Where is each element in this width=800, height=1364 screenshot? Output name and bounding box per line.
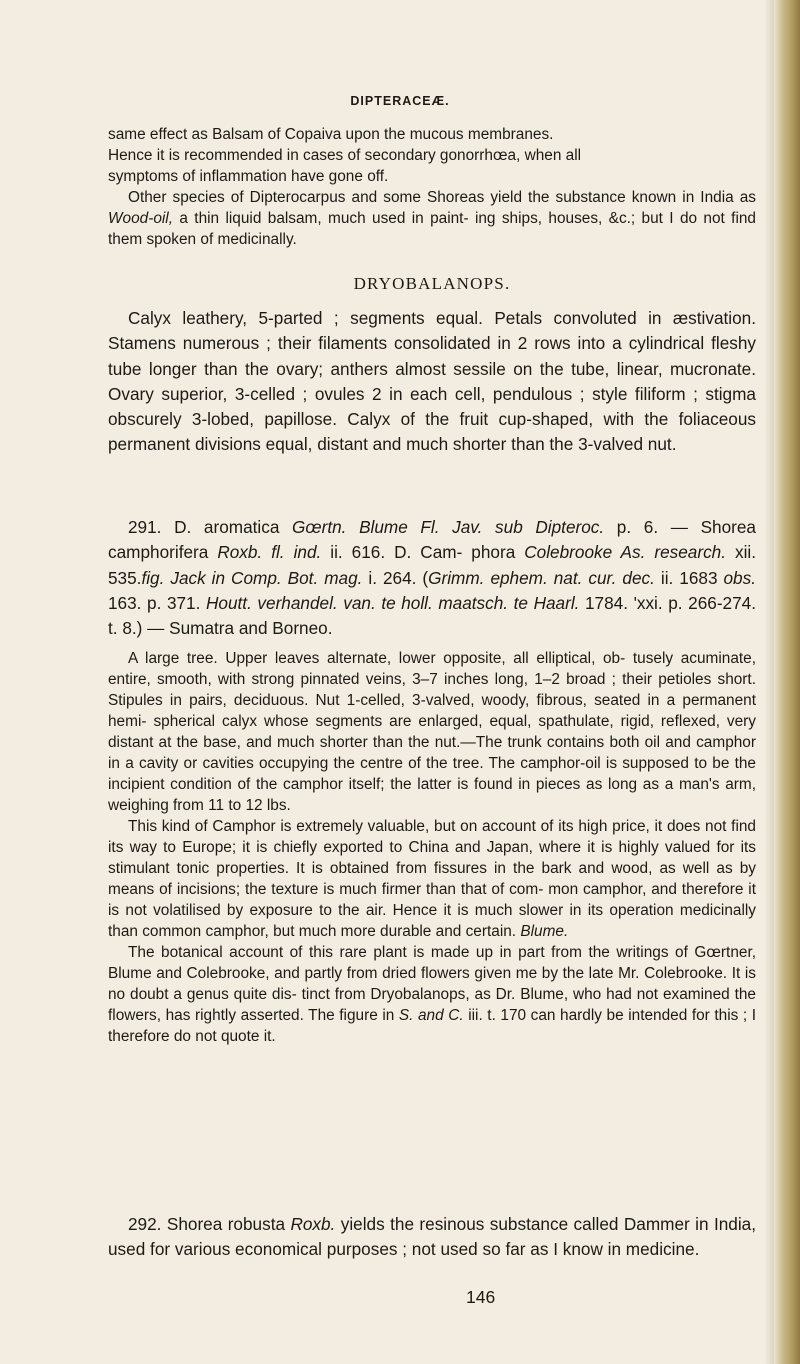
entry-292 xyxy=(108,1212,756,1263)
entry-291-text-2: ii. 616. D. Cam- phora xyxy=(321,542,525,563)
entry-291-block xyxy=(108,515,756,641)
wood-oil-term: Wood-oil, xyxy=(108,210,174,227)
entry-291-ref-5: Grimm. ephem. nat. cur. dec. xyxy=(428,567,655,588)
intro-paragraph-2 xyxy=(108,187,756,250)
botanical-paragraph xyxy=(108,942,756,1047)
entry-291-ref-4: fig. Jack in Comp. Bot. mag. xyxy=(141,567,363,588)
intro-paragraph xyxy=(108,124,756,250)
running-head: DIPTERACEÆ. xyxy=(350,94,450,108)
genus-description-block xyxy=(108,306,756,458)
intro-para2-text-c: a thin liquid balsam, much used in paint- ing ships, houses, &c.; but I do not find them spoken of medicinally. xyxy=(108,210,756,248)
intro-para2-text-a: Other species of Dipterocarpus and some Shoreas yield the substance known in India as xyxy=(128,189,756,206)
botanical-citation: S. and C. xyxy=(398,1007,464,1024)
camphor-citation: Blume. xyxy=(520,923,569,940)
page-edge xyxy=(774,0,800,1364)
entry-292-text: yields the resinous substance called Dammer in India, used for various economical purposes ; not used so far as I know in medicine. xyxy=(108,1214,756,1260)
entry-291 xyxy=(108,515,756,641)
entry-291-text-4: i. 264. ( xyxy=(362,567,429,588)
intro-line-3: symptoms of inflammation have gone off. xyxy=(108,168,389,185)
page-number: 146 xyxy=(466,1287,496,1307)
camphor-paragraph xyxy=(108,816,756,942)
entry-291-ref-7: Houtt. verhandel. van. te holl. maatsch. te Haarl. xyxy=(205,592,580,613)
entry-291-ref-1: Gœrtn. Blume Fl. Jav. sub Dipteroc. xyxy=(292,517,605,537)
entry-292-block xyxy=(108,1212,756,1263)
entry-291-text-5: ii. 1683 xyxy=(654,567,724,588)
entry-291-text-1: p. 6. — Shorea camphorifera xyxy=(108,517,756,563)
description-291: A large tree. Upper leaves alternate, lower opposite, all elliptical, ob- tusely acuminate, entire, smooth, with strong pinnated veins, 3–7 inches long, 1–2 broad ; their petioles short. Stipules in pairs, deciduous. Nut 1-celled, 3-valved, woody, fibrous, seated in a permanent hemi- spherical calyx whose segments are enlarged, equal, spathulate, rigid, reflexed, very distant at the base, and much shorter than the nut.—The trunk contains both oil and camphor in a cavity or cavities occupying the centre of the tree. The camphor-oil is supposed to be the incipient condition of the camphor itself; the latter is found in pieces as long as a man's arm, weighing from 11 to 12 lbs. xyxy=(108,650,756,814)
page-edge-shadow xyxy=(764,0,774,1364)
entry-291-text-7: 1784. 'xxi. p. 266-274. t. 8.) — Sumatra and Borneo. xyxy=(108,592,756,639)
botanical-text-c: iii. t. 170 can hardly be intended for this ; I therefore do not quote it. xyxy=(108,1007,756,1045)
genus-heading: DRYOBALANOPS. xyxy=(353,274,511,293)
entry-292-name: 292. Shorea robusta xyxy=(128,1214,291,1234)
genus-description: Calyx leathery, 5-parted ; segments equal. Petals convoluted in æstivation. Stamens numerous ; their filaments consolidated in 2 rows into a cylindrical fleshy tube longer than the ovary; anthers almost sessile on the tube, linear, mucronate. Ovary superior, 3-celled ; ovules 2 in each cell, pendulous ; style filiform ; stigma obscurely 3-lobed, papillose. Calyx of the fruit cup-shaped, with the foliaceous permanent divisions equal, distant and much shorter than the 3-valved nut. xyxy=(108,308,756,455)
entry-291-text-6: 163. p. 371. xyxy=(108,592,206,613)
entry-291-ref-6: obs. xyxy=(723,567,756,588)
intro-line-1: same effect as Balsam of Copaiva upon the mucous membranes. xyxy=(108,126,554,143)
camphor-text: This kind of Camphor is extremely valuable, but on account of its high price, it does not find its way to Europe; it is chiefly exported to China and Japan, where it is highly valued for its stimulant tonic properties. It is obtained from fissures in the bark and wood, as well as by means of incisions; the texture is much firmer than that of com- mon camphor, and therefore it is not volatilised by exposure to the air. Hence it is much slower in its operation medicinally than common camphor, but much more durable and certain. xyxy=(108,818,756,940)
botanical-text-a: The botanical account of this rare plant is made up in part from the writings of Gœrtner, Blume and Colebrooke, and partly from dried flowers given me by the late Mr. Colebrooke. It is no doubt a genus quite dis- tinct from Dryobalanops, as Dr. Blume, who had not examined the flowers, has rightly asserted. The figure in xyxy=(108,944,756,1024)
description-block xyxy=(108,648,756,1047)
entry-291-ref-3: Colebrooke As. research. xyxy=(524,542,726,563)
intro-line-2: Hence it is recommended in cases of secondary gonorrhœa, when all xyxy=(108,147,582,164)
entry-291-text-3: xii. 535. xyxy=(108,542,756,588)
entry-292-author: Roxb. xyxy=(290,1214,336,1234)
entry-291-ref-2: Roxb. fl. ind. xyxy=(217,542,322,563)
entry-291-name: 291. D. aromatica xyxy=(128,517,293,537)
genus-section xyxy=(108,274,756,294)
